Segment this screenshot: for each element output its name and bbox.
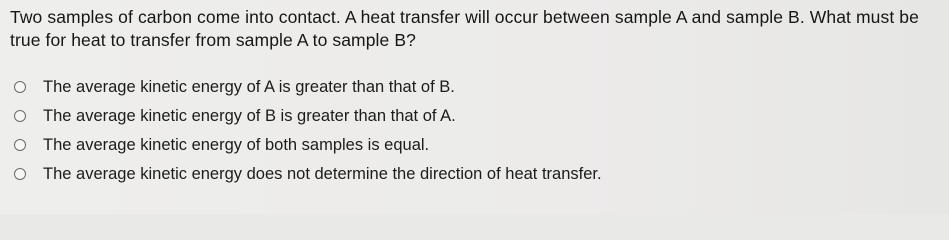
answer-option-2[interactable] <box>14 101 934 130</box>
radio-button-icon[interactable] <box>14 139 26 151</box>
answer-option-label: The average kinetic energy of B is greater than that of A. <box>43 106 456 125</box>
radio-button-icon[interactable] <box>14 168 26 180</box>
answer-options <box>14 72 934 188</box>
answer-option-label: The average kinetic energy of A is greater than that of B. <box>43 77 455 96</box>
answer-option-4[interactable] <box>14 159 934 188</box>
answer-option-label: The average kinetic energy does not determine the direction of heat transfer. <box>43 164 602 183</box>
question-text: Two samples of carbon come into contact. A heat transfer will occur between sample A and sample B. What must be true for heat to transfer from sample A to sample B? <box>10 7 919 50</box>
answer-option-label: The average kinetic energy of both samples is equal. <box>43 135 430 154</box>
answer-option-3[interactable] <box>14 130 934 159</box>
radio-button-icon[interactable] <box>14 81 26 93</box>
answer-option-1[interactable] <box>14 72 934 101</box>
radio-button-icon[interactable] <box>14 110 26 122</box>
